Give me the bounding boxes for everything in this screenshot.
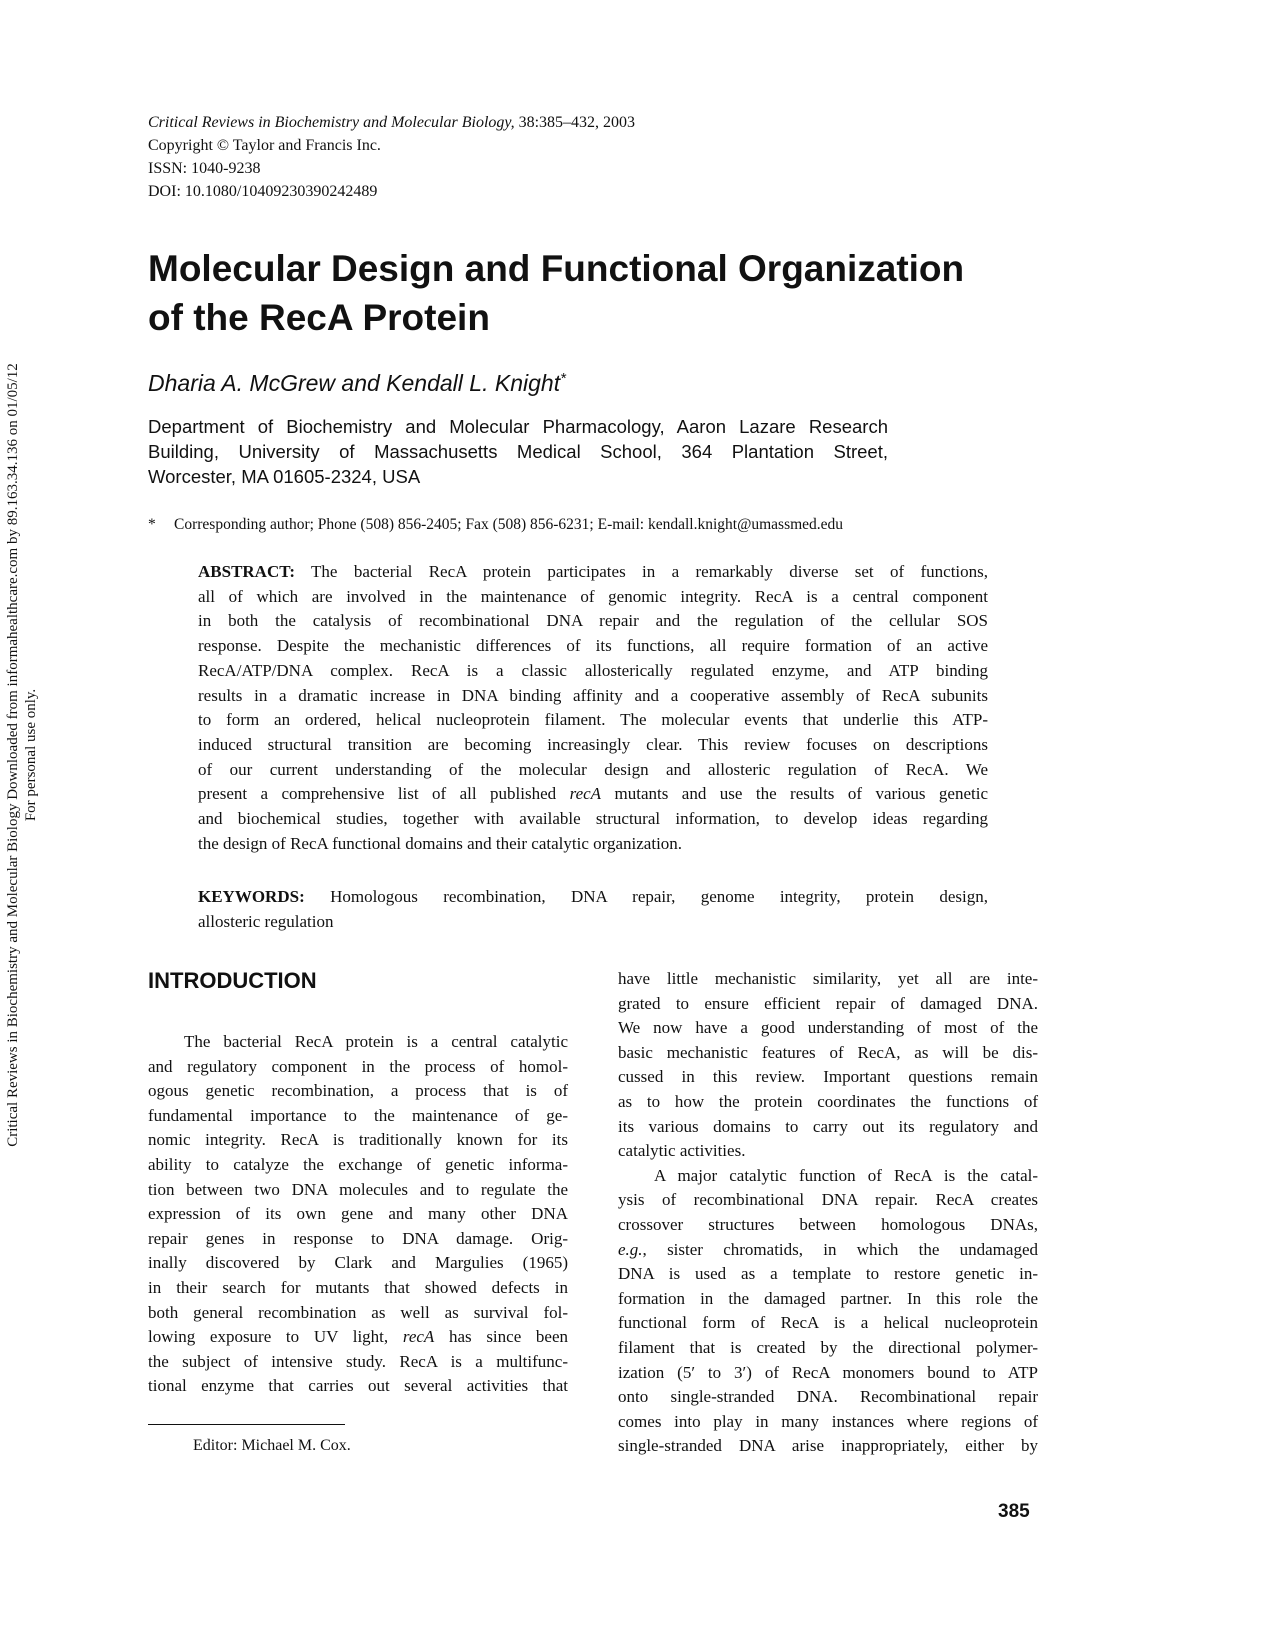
abstract-line: the design of RecA functional domains and their catalytic organization. [198, 833, 683, 853]
watermark-line-1: Critical Reviews in Biochemistry and Molecular Biology Downloaded from informahealthcare.com by 89.163.34.136 on 01/05/12 [5, 363, 21, 1147]
affiliation-line-1: Department of Biochemistry and Molecular Pharmacology, Aaron Lazare Research [148, 416, 888, 437]
body-line: ization (5′ to 3′) of RecA monomers bound to ATP [618, 1362, 1038, 1382]
body-line: inally discovered by Clark and Margulies (1965) [148, 1253, 568, 1273]
body-line: ysis of recombinational DNA repair. RecA creates [618, 1190, 1038, 1210]
volume-pages: 38:385–432, 2003 [518, 114, 636, 131]
editor-footnote: Editor: Michael M. Cox. [193, 1437, 351, 1454]
article-title [148, 244, 1048, 342]
body-line: both general recombination as well as survival fol- [148, 1302, 568, 1322]
body-line: , sister chromatids, in which the undamaged [642, 1239, 1038, 1259]
author-names: Dharia A. McGrew and Kendall L. Knight [148, 370, 561, 396]
affiliation-line-3: Worcester, MA 01605-2324, USA [148, 466, 421, 487]
abstract-line: and biochemical studies, together with available structural information, to develop ideas regarding [198, 809, 988, 829]
body-line: DNA is used as a template to restore genetic in- [618, 1264, 1038, 1284]
body-line: expression of its own gene and many other DNA [148, 1204, 568, 1224]
body-line: onto single-stranded DNA. Recombinational repair [618, 1387, 1038, 1407]
abstract-line: present a comprehensive list of all published [198, 784, 557, 804]
body-line: has since been [448, 1327, 569, 1347]
body-line: formation in the damaged partner. In this role the [618, 1288, 1038, 1308]
abstract-label: ABSTRACT: [198, 562, 295, 581]
body-line: We now have a good understanding of most of the [618, 1018, 1038, 1038]
section-heading-introduction: INTRODUCTION [148, 968, 317, 993]
body-column-right [618, 967, 1038, 1459]
page-number: 385 [998, 1501, 1030, 1522]
gene-name-italic: recA [569, 784, 602, 804]
body-line: cussed in this review. Important questions remain [618, 1067, 1038, 1087]
abstract-line: results in a dramatic increase in DNA binding affinity and a cooperative assembly of RecA subunits [198, 685, 988, 705]
body-line: grated to ensure efficient repair of damaged DNA. [618, 993, 1038, 1013]
body-column-left [148, 1030, 568, 1399]
body-line: lowing exposure to UV light, [148, 1327, 389, 1347]
corresponding-text: Corresponding author; Phone (508) 856-2405; Fax (508) 856-6231; E-mail: kendall.knight@umassmed.edu [174, 516, 844, 533]
authors [148, 370, 566, 397]
journal-header [148, 111, 635, 203]
affiliation-line-2: Building, University of Massachusetts Medical School, 364 Plantation Street, [148, 441, 888, 462]
body-line: the subject of intensive study. RecA is a multifunc- [148, 1351, 568, 1371]
body-line: and regulatory component in the process of homol- [148, 1056, 568, 1076]
abstract-line: The bacterial RecA protein participates in a remarkably diverse set of functions, [311, 562, 988, 581]
author-mark: * [560, 370, 566, 387]
body-line: single-stranded DNA arise inappropriately, either by [618, 1436, 1038, 1456]
title-line-1: Molecular Design and Functional Organization [148, 248, 965, 289]
body-line: tion between two DNA molecules and to regulate the [148, 1179, 568, 1199]
keywords [198, 885, 988, 934]
download-watermark [0, 0, 60, 1651]
body-line: nomic integrity. RecA is traditionally known for its [148, 1130, 568, 1150]
watermark-line-2: For personal use only. [23, 688, 39, 822]
issn: ISSN: 1040-9238 [148, 160, 261, 177]
body-line: crossover structures between homologous DNAs, [618, 1214, 1038, 1234]
title-line-2: of the RecA Protein [148, 297, 490, 338]
body-line: The bacterial RecA protein is a central catalytic [184, 1032, 568, 1051]
abstract-line: in both the catalysis of recombinational DNA repair and the regulation of the cellular SOS [198, 611, 988, 631]
body-line: repair genes in response to DNA damage. Orig- [148, 1228, 568, 1248]
abstract-line: RecA/ATP/DNA complex. RecA is a classic allosterically regulated enzyme, and ATP binding [198, 660, 988, 680]
abstract-line: all of which are involved in the maintenance of genomic integrity. RecA is a central component [198, 586, 988, 606]
abstract-line: induced structural transition are becoming increasingly clear. This review focuses on descriptions [198, 734, 988, 754]
doi: DOI: 10.1080/10409230390242489 [148, 183, 378, 200]
journal-citation [148, 111, 635, 134]
body-line: its various domains to carry out its regulatory and [618, 1116, 1038, 1136]
keywords-label: KEYWORDS: [198, 887, 305, 906]
corresponding-author [148, 516, 843, 534]
abstract-line: of our current understanding of the molecular design and allosteric regulation of RecA. We [198, 759, 988, 779]
journal-name: Critical Reviews in Biochemistry and Molecular Biology, [148, 114, 515, 131]
body-line: comes into play in many instances where regions of [618, 1411, 1038, 1431]
body-line: ogous genetic recombination, a process that is of [148, 1081, 568, 1101]
affiliation [148, 414, 888, 489]
body-line: tional enzyme that carries out several activities that [148, 1376, 568, 1396]
body-line: basic mechanistic features of RecA, as will be dis- [618, 1042, 1038, 1062]
abstract-line: to form an ordered, helical nucleoprotein filament. The molecular events that underlie this ATP- [198, 710, 988, 730]
copyright: Copyright © Taylor and Francis Inc. [148, 137, 381, 154]
keywords-line-1: Homologous recombination, DNA repair, genome integrity, protein design, [330, 887, 989, 906]
abstract-line: response. Despite the mechanistic differences of its functions, all require formation of an active [198, 636, 988, 656]
corresponding-mark: * [148, 516, 156, 533]
body-line: filament that is created by the directional polymer- [618, 1337, 1038, 1357]
body-line: in their search for mutants that showed defects in [148, 1277, 568, 1297]
body-line: functional form of RecA is a helical nucleoprotein [618, 1313, 1038, 1333]
abstract [198, 560, 988, 856]
footnote-divider [148, 1424, 345, 1425]
body-line: ability to catalyze the exchange of genetic informa- [148, 1154, 568, 1174]
body-line: A major catalytic function of RecA is the catal- [654, 1165, 1038, 1185]
body-line: as to how the protein coordinates the functions of [618, 1091, 1038, 1111]
keywords-line-2: allosteric regulation [198, 911, 334, 931]
body-line: catalytic activities. [618, 1141, 746, 1161]
eg-italic: e.g. [618, 1239, 643, 1259]
body-line: have little mechanistic similarity, yet all are inte- [618, 969, 1038, 988]
gene-name-italic: recA [402, 1327, 435, 1347]
body-line: fundamental importance to the maintenance of ge- [148, 1105, 568, 1125]
abstract-line: mutants and use the results of various genetic [614, 784, 989, 804]
